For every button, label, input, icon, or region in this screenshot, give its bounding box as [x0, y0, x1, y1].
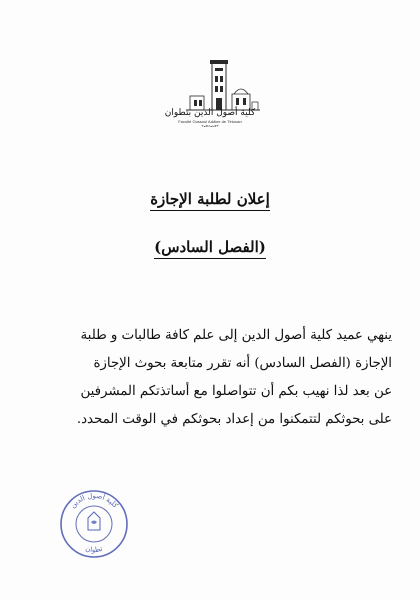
- svg-text:تطوان: [84, 545, 103, 555]
- announcement-title-text: إعلان لطلبة الإجازة: [150, 190, 270, 211]
- stamp-text-top: كلية أصول الدين: [68, 491, 120, 510]
- stamp-text-bottom: تطوان: [84, 544, 104, 555]
- body-line: عن بعد لذا نهيب بكم أن تتواصلوا مع أساتذتكم المشرفين: [80, 384, 392, 399]
- announcement-title: [60, 188, 360, 210]
- announcement-body: [30, 322, 392, 434]
- faculty-code: ⵜⴰⵙⴷⴰⵡⵉⵜ: [201, 124, 219, 128]
- faculty-name-arabic: كلية أصول الدين بتطوان: [164, 108, 256, 118]
- announcement-subtitle: [60, 236, 360, 258]
- svg-text:كلية أصول الدين: [69, 492, 120, 510]
- body-line: الإجازة (الفصل السادس) أنه تقرر متابعة بحوث الإجازة: [93, 356, 392, 371]
- faculty-name-french: Faculté Oussoul Addine de Tétouan: [178, 119, 242, 124]
- body-line: ينهي عميد كلية أصول الدين إلى علم كافة طالبات و طلبة: [80, 328, 392, 343]
- announcement-subtitle-text: (الفصل السادس): [154, 238, 266, 259]
- official-stamp-icon: [58, 488, 130, 560]
- body-line: على بحوثكم لتتمكنوا من إعداد بحوثكم في الوقت المحدد.: [76, 412, 392, 427]
